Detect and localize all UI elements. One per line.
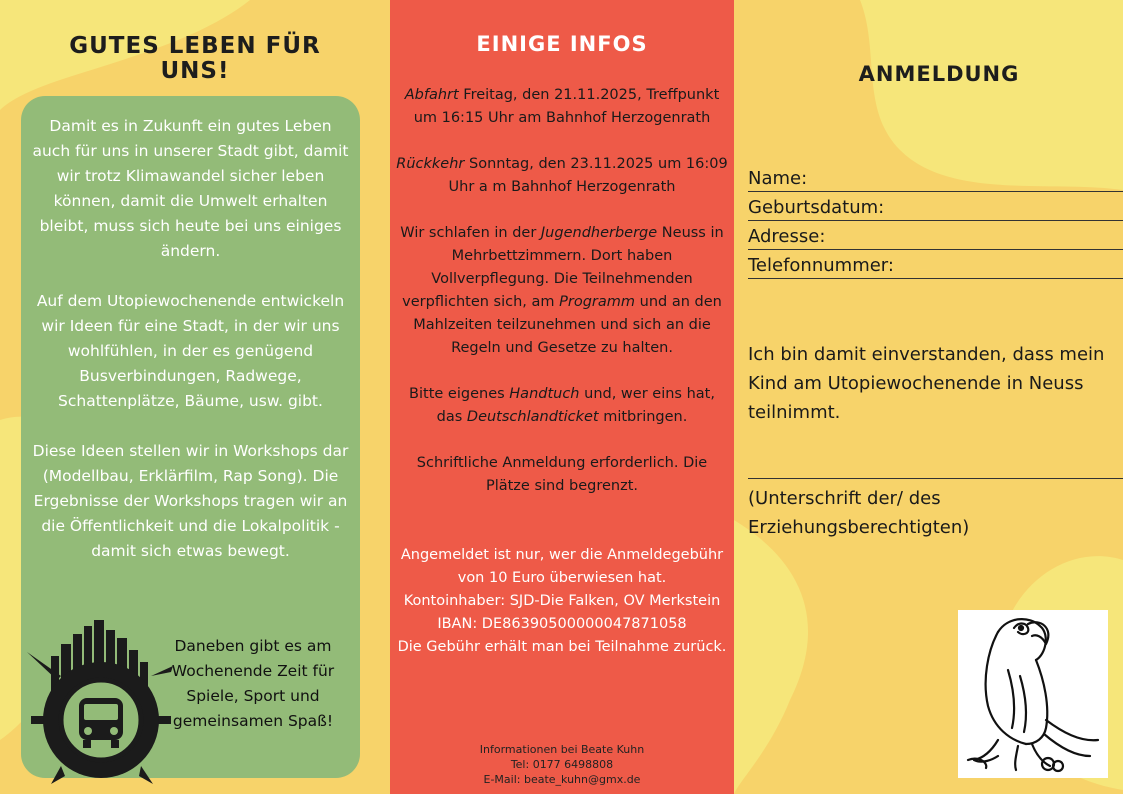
- parrot-drawing: [958, 610, 1108, 778]
- intro-text: [29, 114, 352, 589]
- bring-info: [396, 383, 728, 429]
- bring-ticket: Deutschlandticket: [466, 409, 599, 425]
- left-title: GUTES LEBEN FÜR UNS!: [69, 33, 321, 84]
- lodging-program: Programm: [559, 294, 636, 310]
- left-column: [0, 0, 390, 794]
- bring-text-1: Bitte eigenes: [409, 386, 510, 402]
- return-info: [396, 153, 728, 199]
- info-title: EINIGE INFOS: [476, 32, 648, 56]
- intro-card: [21, 96, 360, 778]
- departure-text: Freitag, den 21.11.2025, Treffpunkt um 16:15 Uhr am Bahnhof Herzogenrath: [413, 87, 720, 126]
- contact-info: [390, 742, 734, 787]
- registration-info: Schriftliche Anmeldung erforderlich. Die Plätze sind begrenzt.: [416, 455, 708, 494]
- lodging-text-3: und an den Mahlzeiten teilzunehmen und sich an die Regeln und Gesetze zu halten.: [413, 294, 722, 356]
- return-text: Sonntag, den 23.11.2025 um 16:09 Uhr a m Bahnhof Herzogenrath: [448, 156, 728, 195]
- intro-paragraph-1: Damit es in Zukunft ein gutes Leben auch für uns in unserer Stadt gibt, damit wir trotz Klimawandel sicher leben können, damit die Umwelt erhalten bleibt, muss sich heute bei uns einiges ändern.: [32, 117, 349, 260]
- consent-text: Ich bin damit einverstanden, dass mein Kind am Utopiewochenende in Neuss teilnimmt.: [748, 344, 1105, 423]
- lodging-text-1: Wir schlafen in der: [400, 225, 541, 241]
- birthdate-field[interactable]: Geburtsdatum:: [748, 196, 1123, 221]
- departure-info: [396, 84, 728, 130]
- account-holder: Kontoinhaber: SJD-Die Falken, OV Merkstein: [403, 593, 721, 609]
- info-column: [390, 0, 734, 794]
- fee-note: Die Gebühr erhält man bei Teilnahme zurück.: [397, 639, 727, 655]
- bring-towel: Handtuch: [509, 386, 580, 402]
- registration-title: ANMELDUNG: [858, 62, 1020, 86]
- phone-field[interactable]: Telefonnummer:: [748, 254, 1123, 279]
- departure-label: Abfahrt: [404, 87, 459, 103]
- bring-text-2: und, wer eins hat, das: [436, 386, 715, 425]
- lodging-info: [396, 222, 728, 360]
- contact-phone: Tel: 0177 6498808: [510, 758, 614, 771]
- free-time-text: Daneben gibt es am Wochenende Zeit für Spiele, Sport und gemeinsamen Spaß!: [171, 637, 335, 730]
- intro-paragraph-2: Auf dem Utopiewochenende entwickeln wir Ideen für eine Stadt, in der wir uns wohlfühlen, in der es genügend Busverbindungen, Radwege, Schattenplätze, Bäume, usw. gibt.: [36, 292, 345, 410]
- signature-line[interactable]: [748, 478, 1123, 479]
- info-body: [396, 84, 728, 521]
- lodging-text-2: Neuss in Mehrbettzimmern. Dort haben Vollverpflegung. Die Teilnehmenden verpflichten sich, am: [402, 225, 724, 310]
- contact-email: E-Mail: beate_kuhn@gmx.de: [483, 773, 641, 786]
- bring-text-3: mitbringen.: [598, 409, 688, 425]
- address-field[interactable]: Adresse:: [748, 225, 1123, 250]
- registration-column: [734, 0, 1123, 794]
- name-field[interactable]: Name:: [748, 167, 1123, 192]
- return-label: Rückkehr: [396, 156, 465, 172]
- intro-paragraph-3: Diese Ideen stellen wir in Workshops dar (Modellbau, Erklärfilm, Rap Song). Die Ergebnisse der Workshops tragen wir an die Öffentlichkeit und die Lokalpolitik - damit sich etwas bewegt.: [32, 442, 349, 560]
- signature-label: (Unterschrift der/ des Erziehungsberechtigten): [748, 488, 970, 538]
- lodging-hostel: Jugendherberge: [540, 225, 658, 241]
- iban: IBAN: DE86390500000047871058: [437, 616, 687, 632]
- fee-text: Angemeldet ist nur, wer die Anmeldegebühr von 10 Euro überwiesen hat.: [400, 547, 724, 586]
- contact-person: Informationen bei Beate Kuhn: [479, 743, 645, 756]
- fee-info: [396, 544, 728, 659]
